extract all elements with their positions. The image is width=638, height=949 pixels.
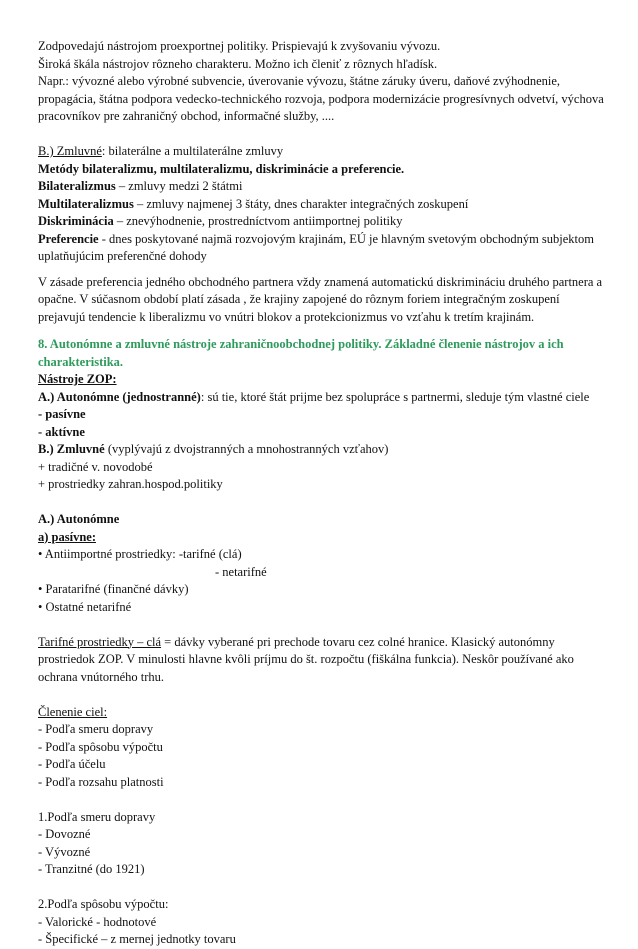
document-page <box>38 38 608 949</box>
plus-item-2: + prostriedky zahran.hospod.politiky <box>38 477 223 491</box>
bilateralizmus-term: Bilateralizmus <box>38 179 116 193</box>
aktivne-item: - aktívne <box>38 424 85 439</box>
intro-line-2: Široká škála nástrojov rôzneho charakteru. Možno ich členiť z rôznych hľadísk. <box>38 56 438 71</box>
list-item: - Špecifické – z mernej jednotky tovaru <box>38 932 236 946</box>
plus-item-1: + tradičné v. novodobé <box>38 459 153 474</box>
tarifne-paragraph <box>38 634 608 687</box>
list-item: - Podľa spôsobu výpočtu <box>38 739 163 754</box>
diskriminacia-term: Diskriminácia <box>38 214 114 228</box>
nastroje-zop-label: Nástroje ZOP: <box>38 372 117 386</box>
section-8 <box>38 336 608 494</box>
paragraph-preferencia: V zásade preferencia jedného obchodného partnera vždy znamená automatickú diskrimináciu druhého partnera a opačne. V súčasnom období platí zásada , že krajiny zapojené do rôznym foriem integračným zoskupení prejavujú tendencie k liberalizmu vo vnútri blokov a protekcionizmus vo vzťahu k tretím krajinám. <box>38 274 603 324</box>
zmluvne-label: B.) Zmluvné <box>38 144 102 158</box>
antiimport-item: • Antiimportné prostriedky: -tarifné (clá) <box>38 547 242 561</box>
methods-heading: Metódy bilateralizmu, multilateralizmu, diskriminácie a preferencie. <box>38 161 405 176</box>
autonomne-def: : sú tie, ktoré štát prijme bez spolupráce s partnermi, sleduje tým vlastné ciele <box>200 389 590 404</box>
list-item: - Valorické - hodnotové <box>38 914 157 929</box>
preferencie-term: Preferencie <box>38 231 99 246</box>
netarifne-item: - netarifné <box>215 564 267 579</box>
sposob-block <box>38 896 608 949</box>
tarifne-def: = dávky vyberané pri prechode tovaru cez colné hranice. Klasický autonómny prostriedok ZOP. V minulosti hlavne kvôli príjmu do št. rozpočtu (fiškálna funkcia). Neskôr používané ako ochrana vnútorného trhu. <box>38 634 574 684</box>
paratarifne-item: • Paratarifné (finančné dávky) <box>38 582 189 596</box>
sposob-title: 2.Podľa spôsobu výpočtu: <box>38 897 169 911</box>
pasivne-subtitle: a) pasívne: <box>38 529 96 544</box>
smer-title: 1.Podľa smeru dopravy <box>38 809 156 824</box>
paragraph-zmluvne <box>38 143 608 266</box>
ostatne-item: • Ostatné netarifné <box>38 599 132 614</box>
intro-line-1: Zodpovedajú nástrojom proexportnej politiky. Prispievajú k zvyšovaniu vývozu. <box>38 39 441 53</box>
preferencie-def: - dnes poskytované najmä rozvojovým krajinám, EÚ je hlavným svetovým obchodným subjektom uplatňujúcim preferenčné dohody <box>38 231 595 263</box>
autonomne-term: A.) Autonómne (jednostranné) <box>38 389 201 404</box>
autonomne-block <box>38 511 608 616</box>
pasivne-item: - pasívne <box>38 407 86 421</box>
section-8-heading: 8. Autonómne a zmluvné nástroje zahraničnoobchodnej politiky. Základné členenie nástrojov a ich charakteristika. <box>38 337 564 369</box>
list-item: - Podľa smeru dopravy <box>38 722 154 736</box>
tarifne-term: Tarifné prostriedky – clá <box>38 634 162 649</box>
paragraph-intro <box>38 38 608 126</box>
list-item: - Vývozné <box>38 844 91 859</box>
intro-line-3: Napr.: vývozné alebo výrobné subvencie, úverovanie vývozu, štátne záruky úveru, daňové zvýhodnenie, propagácia, štátna podpora vedecko-technického rozvoja, podpora modernizácie progresívnych odvetví, výchova pracovníkov pre zahraničný obchod, informačné služby, .... <box>38 74 604 123</box>
autonomne-title: A.) Autonómne <box>38 512 120 526</box>
bilateralizmus-def: – zmluvy medzi 2 štátmi <box>115 179 243 193</box>
smer-block <box>38 809 608 879</box>
list-item: - Dovozné <box>38 827 91 841</box>
zmluvne-rest: : bilaterálne a multilaterálne zmluvy <box>101 144 284 158</box>
multilateralizmus-term: Multilateralizmus <box>38 196 134 211</box>
list-item: - Podľa účelu <box>38 757 106 771</box>
diskriminacia-def: – znevýhodnenie, prostredníctvom antiimportnej politiky <box>113 214 403 228</box>
zmluvne-term: B.) Zmluvné <box>38 442 105 456</box>
multilateralizmus-def: – zmluvy najmenej 3 štáty, dnes charakter integračných zoskupení <box>133 196 469 211</box>
clenenie-block <box>38 704 608 792</box>
zmluvne-def: (vyplývajú z dvojstranných a mnohostranných vzťahov) <box>104 442 389 456</box>
list-item: - Tranzitné (do 1921) <box>38 862 145 876</box>
list-item: - Podľa rozsahu platnosti <box>38 774 164 789</box>
clenenie-title: Členenie ciel: <box>38 704 108 719</box>
